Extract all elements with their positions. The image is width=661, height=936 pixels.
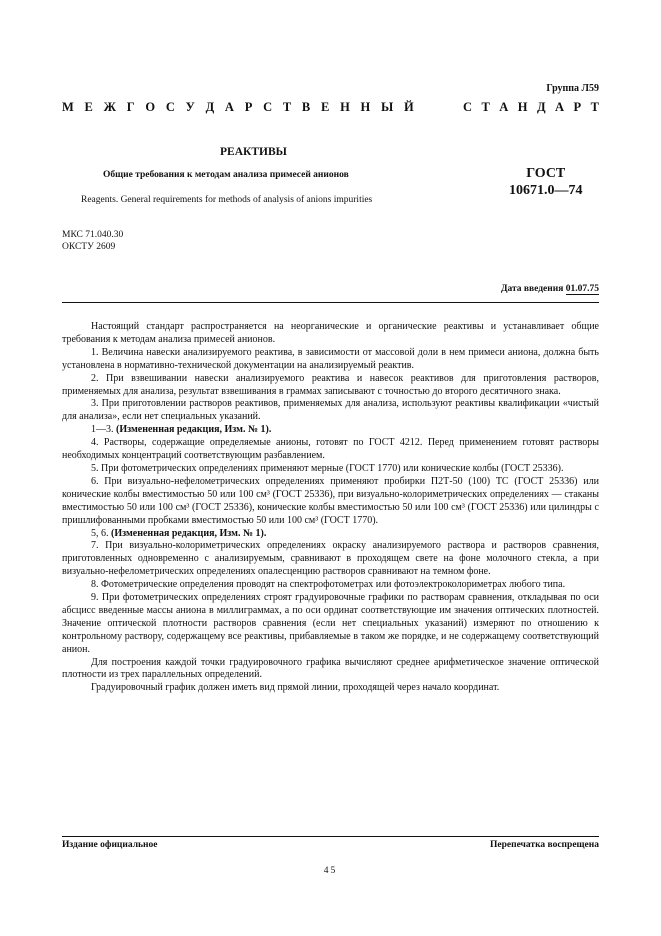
document-title: РЕАКТИВЫ [220, 146, 287, 158]
banner-letter: Т [590, 100, 599, 114]
amendment-note [62, 528, 599, 541]
banner-letter: Р [573, 100, 582, 114]
paragraph: 5. При фотометрических определениях применяют мерные (ГОСТ 1770) или конические колбы (ГОСТ 25336). [91, 462, 564, 474]
effective-date [501, 284, 599, 294]
paragraph: Настоящий стандарт распространяется на неорганические и органические реактивы и устанавливает общие требования к методам анализа примесей анионов. [62, 321, 599, 345]
amendment-note [62, 424, 599, 437]
paragraph: 2. При взвешивании навески анализируемого реактива и навесок реактивов для приготовления растворов, применяемых для анализа, результат взвешивания в граммах записывают с точностью до второго десятичного знака. [62, 372, 599, 397]
banner-letter: С [165, 100, 175, 114]
okstu-code: ОКСТУ 2609 [62, 242, 116, 252]
group-code: Группа Л59 [546, 83, 599, 94]
banner-letter: Д [536, 100, 546, 114]
date-label: Дата введения [500, 284, 564, 294]
banner-letter: А [224, 100, 234, 114]
mks-code: МКС 71.040.30 [62, 230, 124, 240]
banner-letter: А [555, 100, 565, 114]
banner-letter: Д [205, 100, 215, 114]
paragraph: 8. Фотометрические определения проводят на спектрофотометрах или фотоэлектроколориметрах любого типа. [91, 579, 566, 591]
banner-letter: Т [481, 100, 490, 114]
amendment-text: (Измененная редакция, Изм. № 1). [116, 424, 272, 436]
official-edition: Издание официальное [62, 840, 158, 850]
standard-banner [62, 100, 599, 115]
banner-letter: Н [517, 100, 528, 114]
document-body [62, 321, 599, 695]
banner-letter: Е [320, 100, 330, 114]
amendment-prefix: 1—3. [91, 424, 116, 436]
banner-letter: Ы [381, 100, 394, 114]
paragraph: 7. При визуально-колориметрических определениях окраску анализируемого раствора и растворов сравнения, приготовленных одновременно с анализируемым, сравнивают в проходящем свете на фоне молочного стекла, а при визуально-нефелометрических определениях опалесценцию растворов сравнивают на темном фоне. [62, 540, 599, 578]
reprint-prohibited: Перепечатка воспрещена [489, 840, 599, 850]
banner-letter: Г [126, 100, 135, 114]
amendment-text: (Измененная редакция, Изм. № 1). [111, 527, 267, 539]
footer-divider [62, 836, 599, 837]
paragraph: Для построения каждой точки градуировочного графика вычисляют среднее арифметическое значение оптической плотности из трех параллельных определений. [62, 656, 599, 681]
banner-letter: С [263, 100, 273, 114]
banner-interstate [62, 100, 414, 115]
banner-letter: Й [404, 100, 414, 114]
banner-letter: Е [84, 100, 93, 114]
banner-letter: М [62, 100, 74, 114]
english-title: Reagents. General requirements for methods of analysis of anions impurities [81, 195, 373, 205]
banner-letter: У [185, 100, 195, 114]
banner-letter: Т [282, 100, 292, 114]
paragraph: 3. При приготовлении растворов реактивов, применяемых для анализа, используют реактивы квалификации «чистый для анализа», если нет специальных указаний. [62, 398, 599, 423]
paragraph: Градуировочный график должен иметь вид прямой линии, проходящей через начало координат. [91, 682, 500, 694]
gost-label: ГОСТ [526, 166, 566, 181]
document-subtitle: Общие требования к методам анализа примесей анионов [103, 170, 349, 180]
gost-number [509, 165, 583, 199]
date-value: 01.07.75 [565, 284, 599, 294]
paragraph: 4. Растворы, содержащие определяемые анионы, готовят по ГОСТ 4212. Перед применением готовят растворы необходимых концентраций соответствующим разбавлением. [62, 437, 599, 462]
banner-letter: Ж [103, 100, 116, 114]
page-number: 45 [323, 866, 338, 876]
banner-letter: Н [360, 100, 371, 114]
banner-standard [463, 100, 599, 115]
header-divider [62, 302, 599, 303]
banner-letter: А [499, 100, 509, 114]
banner-letter: С [463, 100, 473, 114]
paragraph: 6. При визуально-нефелометрических определениях применяют пробирки П2Т-50 (100) ТС (ГОСТ 25336) или конические колбы вместимостью 50 или 100 см³ (ГОСТ 25336), при визуально-колориметрических определениях — стаканы вместимостью 50 или 100 см³ (ГОСТ 25336), конические колбы вместимостью 50 или 100 см³ (ГОСТ 25336) или цилиндры с пришлифованными пробками вместимостью 50 или 100 см³ (ГОСТ 1770). [62, 475, 599, 526]
banner-letter: В [301, 100, 311, 114]
banner-letter: Р [244, 100, 253, 114]
amendment-prefix: 5, 6. [91, 527, 111, 539]
gost-code: 10671.0—74 [509, 183, 583, 198]
banner-letter: Н [340, 100, 350, 114]
classification-codes [62, 229, 123, 253]
paragraph: 1. Величина навески анализируемого реактива, в зависимости от массовой доли в нем примеси аниона, должна быть установлена в нормативно-технической документации на анализируемый реактив. [62, 346, 599, 371]
banner-letter: О [145, 100, 156, 114]
paragraph: 9. При фотометрических определениях строят градуировочные графики по растворам сравнения, откладывая по оси абсцисс введенные массы аниона в миллиграммах, а по оси ординат соответствующие им значения оптических плотностей. Значение оптической плотности растворов сравнения (если нет специальных указаний) измеряют по отношению к контрольному раствору, содержащему все реактивы, прибавляемые в таком же порядке, и не содержащему соответствующий анион. [62, 592, 599, 655]
